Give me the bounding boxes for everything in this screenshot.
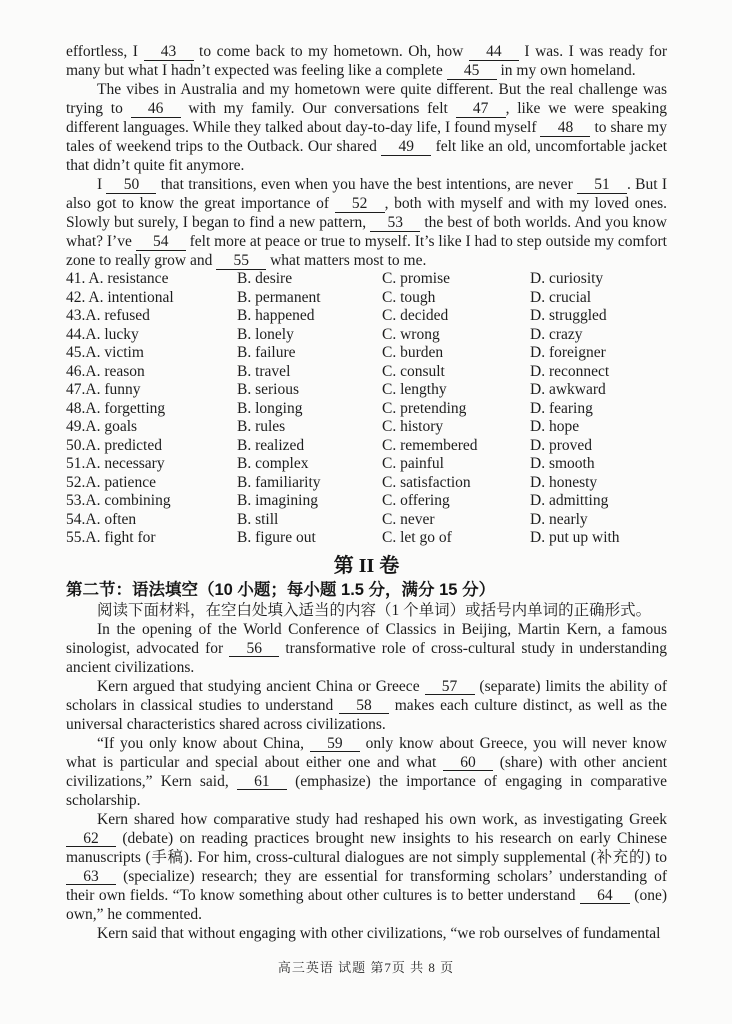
grammar-paragraph-3: “If you only know about China, 59 only know about Greece, you will never know what is particular and special about either one and what 60 (share) with other ancient civilizations,” Kern said, 61 (emphasize) the importance of engaging in comparative scholarship. — [66, 734, 668, 809]
option-46-C: C. consult — [382, 362, 445, 380]
option-43-A: 43.A. refused — [66, 307, 150, 324]
option-51-C: C. painful — [382, 455, 444, 472]
option-42-D: D. crucial — [530, 288, 592, 306]
part2-title: 第 II 卷 — [333, 554, 400, 577]
option-54-A: 54.A. often — [66, 510, 137, 528]
option-50-C: C. remembered — [382, 436, 478, 454]
blank-50: 50 — [106, 177, 156, 194]
section-instructions: 阅读下面材料，在空白处填入适当的内容（1 个单词）或括号内单词的正确形式。 — [97, 601, 652, 619]
option-51-A: 51.A. necessary — [66, 455, 165, 472]
option-53-C: C. offering — [382, 492, 450, 509]
option-41-B: B. desire — [237, 270, 293, 287]
option-42-A: 42. A. intentional — [66, 288, 174, 306]
option-46-A: 46.A. reason — [66, 362, 145, 380]
page-content — [66, 42, 667, 943]
blank-54: 54 — [136, 234, 186, 251]
blank-58: 58 — [339, 698, 389, 715]
option-49-A: 49.A. goals — [66, 418, 138, 435]
option-41-A: 41. A. resistance — [66, 270, 169, 287]
blank-61: 61 — [237, 774, 287, 791]
blank-46: 46 — [131, 101, 181, 118]
grammar-paragraph-5: Kern said that without engaging with other civilizations, “we rob ourselves of fundamental — [97, 924, 661, 942]
option-54-B: B. still — [237, 510, 279, 528]
blank-60: 60 — [443, 755, 493, 772]
cloze-paragraph-2: The vibes in Australia and my hometown were quite different. But the real challenge was trying to 46 with my family. Our conversations felt 47 , like we were speaking different languages. While they talked about day-to-day life, I found myself 48 to share my tales of weekend trips to the Outback. Our shared 49 felt like an old, uncomfortable jacket that didn’t quite fit anymore. — [66, 81, 667, 174]
blank-44: 44 — [469, 44, 519, 61]
option-48-C: C. pretending — [382, 399, 467, 417]
option-52-D: D. honesty — [530, 473, 598, 491]
blank-51: 51 — [577, 177, 627, 194]
option-47-C: C. lengthy — [382, 381, 447, 398]
option-48-B: B. longing — [237, 399, 303, 417]
blank-57: 57 — [425, 679, 475, 696]
option-45-C: C. burden — [382, 344, 444, 361]
cloze-paragraph-3: I 50 that transitions, even when you have the best intentions, are never 51 . But I also got to know the great importance of 52 , both with myself and with my loved ones. Slowly but surely, I began to find a new pattern, 53 the best of both worlds. And you know what? I’ve 54 felt more at peace or true to myself. It’s like I had to step outside my comfort zone to really grow and 55 what matters most to me. — [66, 176, 667, 269]
blank-53: 53 — [370, 215, 420, 232]
option-48-A: 48.A. forgetting — [66, 399, 166, 417]
option-46-B: B. travel — [237, 362, 291, 380]
grammar-paragraph-1: In the opening of the World Conference of Classics in Beijing, Martin Kern, a famous sinologist, advocated for 56 transformative role of cross-cultural study in understanding ancient civilizations. — [66, 620, 667, 676]
option-52-B: B. familiarity — [237, 473, 321, 491]
option-41-C: C. promise — [382, 270, 451, 287]
option-55-D: D. put up with — [530, 529, 620, 546]
option-49-C: C. history — [382, 418, 444, 435]
blank-59: 59 — [310, 736, 360, 753]
cloze-paragraph-1: effortless, I 43 to come back to my hometown. Oh, how 44 I was. I was ready for many but what I hadn’t expected was feeling like a complete 45 in my own homeland. — [66, 43, 667, 79]
option-54-D: D. nearly — [530, 510, 588, 528]
option-55-B: B. figure out — [237, 529, 316, 546]
options-table — [66, 270, 667, 548]
option-45-B: B. failure — [237, 344, 296, 361]
option-49-B: B. rules — [237, 418, 286, 435]
option-44-B: B. lonely — [237, 325, 294, 343]
blank-48: 48 — [540, 120, 590, 137]
option-51-D: D. smooth — [530, 455, 595, 472]
option-45-A: 45.A. victim — [66, 344, 144, 361]
option-55-A: 55.A. fight for — [66, 529, 156, 546]
grammar-paragraph-4: Kern shared how comparative study had reshaped his own work, as investigating Greek 62 (debate) on reading practices brought new insights to his research on early Chinese manuscripts (手稿). For him, cross-cultural dialogues are not simply supplemental (补充的) to 63 (specialize) research; they are essential for transforming scholars’ understanding of their own fields. “To know something about other cultures is to better understand 64 (one) own,” he commented. — [66, 810, 667, 923]
option-41-D: D. curiosity — [530, 270, 604, 287]
option-43-B: B. happened — [237, 307, 315, 324]
blank-55: 55 — [216, 253, 266, 270]
option-46-D: D. reconnect — [530, 362, 610, 380]
option-48-D: D. fearing — [530, 399, 593, 417]
option-42-B: B. permanent — [237, 288, 321, 306]
blank-63: 63 — [66, 869, 116, 886]
option-51-B: B. complex — [237, 455, 309, 472]
option-47-B: B. serious — [237, 381, 299, 398]
section-heading: 第二节：语法填空（10 小题；每小题 1.5 分，满分 15 分） — [66, 580, 496, 599]
blank-64: 64 — [580, 888, 630, 905]
option-53-B: B. imagining — [237, 492, 318, 509]
blank-43: 43 — [144, 44, 194, 61]
blank-56: 56 — [229, 641, 279, 658]
page-footer: 高三英语 试题 第7页 共 8 页 — [277, 960, 455, 975]
grammar-paragraph-2: Kern argued that studying ancient China or Greece 57 (separate) limits the ability of scholars in classical studies to understand 58 makes each culture distinct, as well as the universal characteristics shared across civilizations. — [66, 677, 667, 733]
blank-49: 49 — [381, 139, 431, 156]
blank-47: 47 — [456, 101, 506, 118]
option-44-C: C. wrong — [382, 325, 440, 343]
option-54-C: C. never — [382, 510, 435, 528]
option-53-D: D. admitting — [530, 492, 609, 509]
option-45-D: D. foreigner — [530, 344, 606, 361]
option-44-D: D. crazy — [530, 325, 583, 343]
option-43-C: C. decided — [382, 307, 449, 324]
blank-45: 45 — [447, 63, 497, 80]
option-42-C: C. tough — [382, 288, 436, 306]
option-47-A: 47.A. funny — [66, 381, 141, 398]
option-47-D: D. awkward — [530, 381, 606, 398]
option-52-C: C. satisfaction — [382, 473, 471, 491]
option-50-B: B. realized — [237, 436, 305, 454]
option-49-D: D. hope — [530, 418, 580, 435]
option-53-A: 53.A. combining — [66, 492, 171, 509]
blank-62: 62 — [66, 831, 116, 848]
option-43-D: D. struggled — [530, 307, 607, 324]
blank-52: 52 — [335, 196, 385, 213]
option-52-A: 52.A. patience — [66, 473, 156, 491]
option-44-A: 44.A. lucky — [66, 325, 139, 343]
option-50-D: D. proved — [530, 436, 592, 454]
option-50-A: 50.A. predicted — [66, 436, 162, 454]
option-55-C: C. let go of — [382, 529, 452, 546]
